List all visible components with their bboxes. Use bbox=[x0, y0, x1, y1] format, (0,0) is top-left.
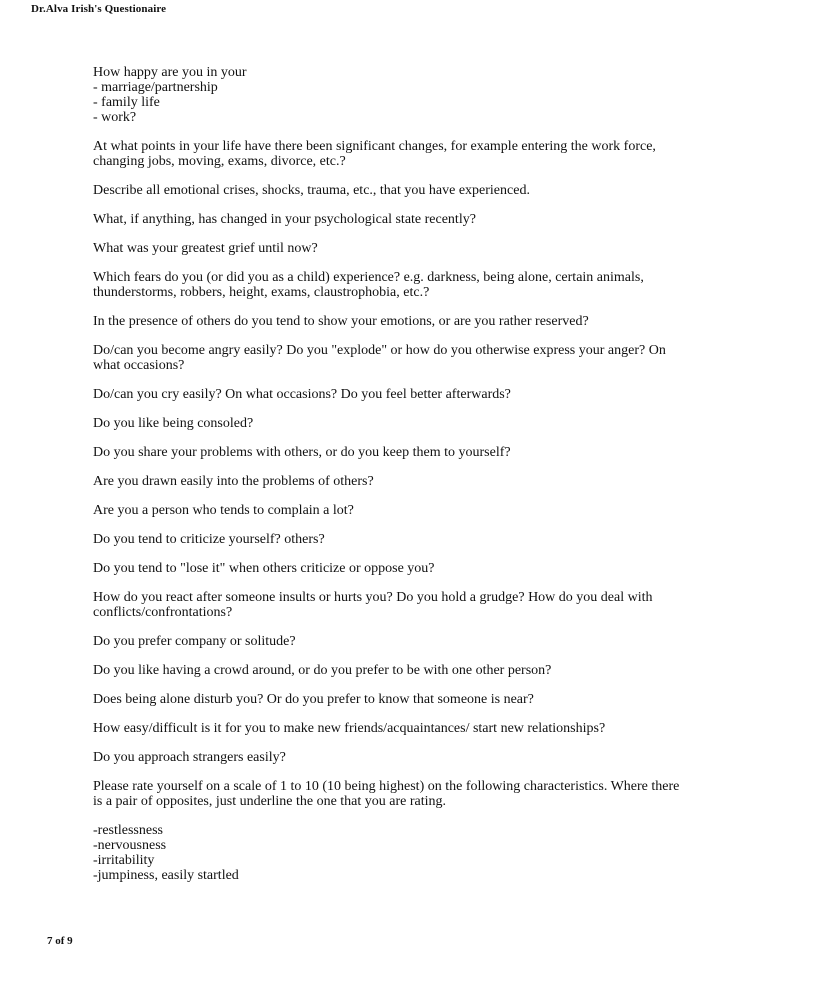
question: Do/can you become angry easily? Do you "explode" or how do you otherwise express your anger? On what occasions? bbox=[93, 343, 666, 373]
questionnaire-body bbox=[93, 65, 733, 883]
question: Do you approach strangers easily? bbox=[93, 750, 286, 765]
question: Do you like being consoled? bbox=[93, 416, 254, 431]
question: How easy/difficult is it for you to make new friends/acquaintances/ start new relationships? bbox=[93, 721, 606, 736]
question: Do you tend to criticize yourself? others? bbox=[93, 532, 325, 547]
question: Do/can you cry easily? On what occasions? Do you feel better afterwards? bbox=[93, 387, 511, 402]
question: Describe all emotional crises, shocks, trauma, etc., that you have experienced. bbox=[93, 183, 530, 198]
question: Do you prefer company or solitude? bbox=[93, 634, 296, 649]
question: How happy are you in your - marriage/partnership - family life - work? bbox=[93, 65, 247, 125]
question: Do you like having a crowd around, or do you prefer to be with one other person? bbox=[93, 663, 552, 678]
question: At what points in your life have there been significant changes, for example entering the work force, changing jobs, moving, exams, divorce, etc.? bbox=[93, 139, 656, 169]
question: Which fears do you (or did you as a child) experience? e.g. darkness, being alone, certain animals, thunderstorms, robbers, height, exams, claustrophobia, etc.? bbox=[93, 270, 644, 300]
question: Are you drawn easily into the problems of others? bbox=[93, 474, 374, 489]
question: Do you tend to "lose it" when others criticize or oppose you? bbox=[93, 561, 435, 576]
question: In the presence of others do you tend to show your emotions, or are you rather reserved? bbox=[93, 314, 589, 329]
question: Does being alone disturb you? Or do you prefer to know that someone is near? bbox=[93, 692, 534, 707]
question: How do you react after someone insults or hurts you? Do you hold a grudge? How do you deal with conflicts/confrontations? bbox=[93, 590, 653, 620]
question: What, if anything, has changed in your psychological state recently? bbox=[93, 212, 476, 227]
question: What was your greatest grief until now? bbox=[93, 241, 318, 256]
question: Please rate yourself on a scale of 1 to 10 (10 being highest) on the following characteristics. Where there is a pair of opposites, just underline the one that you are rating. bbox=[93, 779, 680, 809]
page-number: 7 of 9 bbox=[47, 935, 73, 947]
question: Are you a person who tends to complain a lot? bbox=[93, 503, 354, 518]
characteristics-list: -restlessness -nervousness -irritability -jumpiness, easily startled bbox=[93, 823, 239, 883]
question: Do you share your problems with others, or do you keep them to yourself? bbox=[93, 445, 511, 460]
document-title: Dr.Alva Irish's Questionaire bbox=[31, 3, 167, 15]
